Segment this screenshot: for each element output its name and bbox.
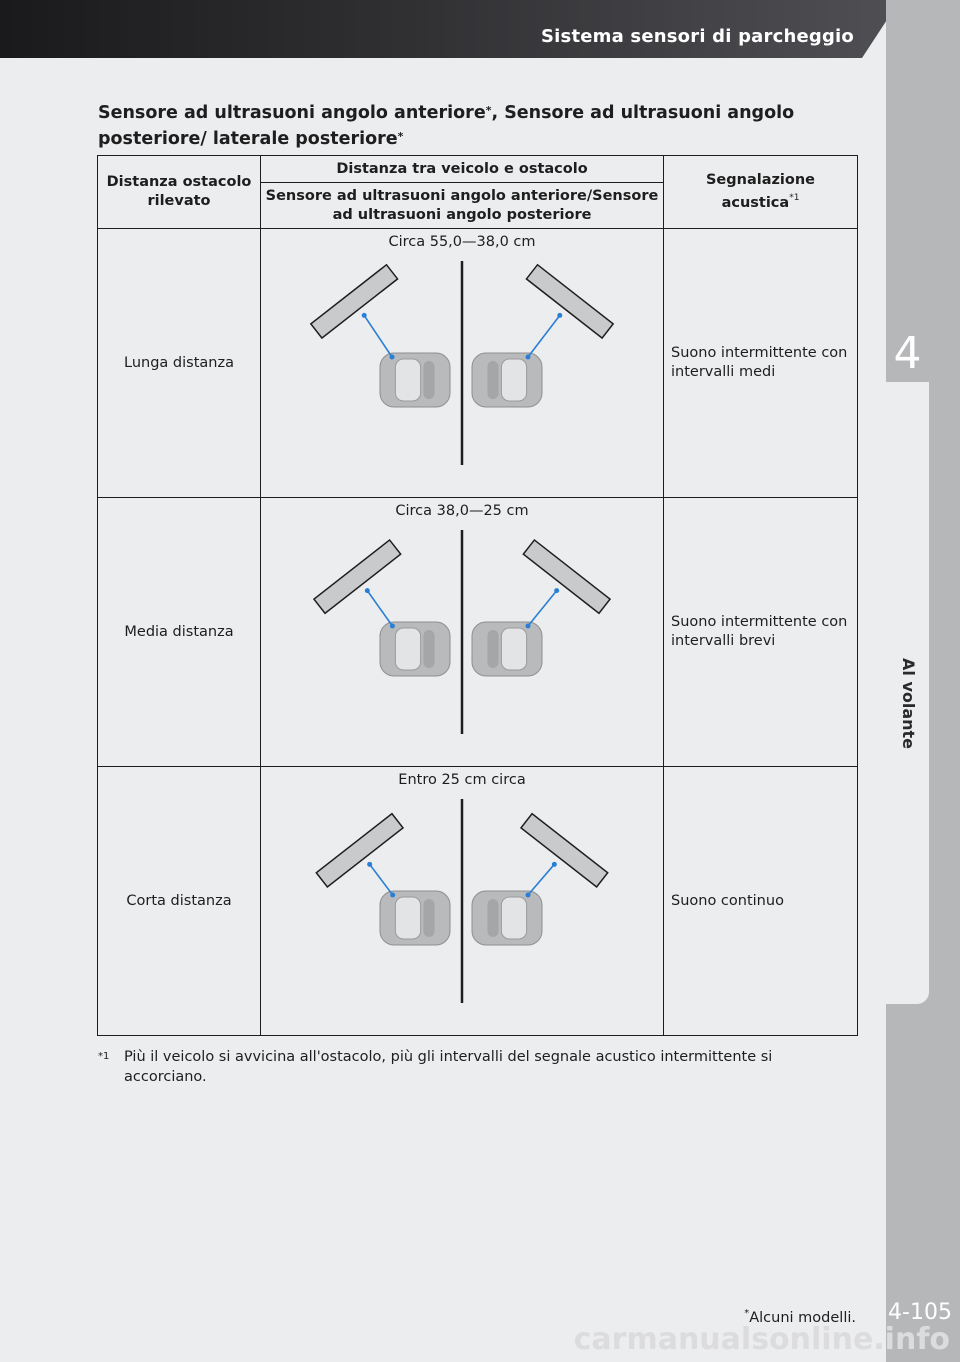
arrow-tip [390, 355, 395, 360]
arrow-tip [367, 862, 372, 867]
obstacle-bar [314, 540, 401, 613]
table-row-medium [98, 498, 858, 767]
footnote-text: Più il veicolo si avvicina all'ostacolo, più gli intervalli del segnale acustico intermittente si accorciano. [124, 1049, 773, 1085]
distance-arrow-right [528, 315, 560, 357]
car-windshield [423, 899, 434, 937]
arrow-tip [552, 862, 557, 867]
heading-mark-2: * [397, 130, 404, 143]
sound-label: Suono intermittente con intervalli medi [664, 229, 858, 498]
obstacle-left [311, 265, 398, 338]
car-roof [395, 897, 420, 939]
distance-arrow-right [528, 591, 557, 626]
obstacle-right [526, 265, 613, 338]
level-label: Lunga distanza [98, 229, 261, 498]
range-label: Circa 55,0—38,0 cm [388, 234, 536, 250]
parking-diagram [297, 795, 627, 1023]
arrow-tip [526, 355, 531, 360]
obstacle-bar [521, 814, 608, 887]
distance-arrow-left [370, 864, 393, 895]
heading-mark-1: * [485, 104, 492, 117]
car-windshield [487, 630, 498, 668]
obstacle-bar [316, 814, 403, 887]
heading-part-2: , Sensore ad ultrasuoni angolo posteriore/ laterale posteriore [98, 103, 795, 149]
diagram-cell [261, 229, 664, 498]
header-acoustic-signal: Segnalazione acustica$^{*1}$ [664, 156, 858, 229]
car-windshield [487, 361, 498, 399]
obstacle-bar [526, 265, 613, 338]
obstacle-left [316, 814, 403, 887]
obstacle-bar [523, 540, 610, 613]
arrow-tip [554, 588, 559, 593]
table-row-short [98, 767, 858, 1036]
distance-arrow-right [528, 864, 554, 895]
range-label: Entro 25 cm circa [398, 772, 526, 788]
car-windshield [423, 630, 434, 668]
obstacle-left [314, 540, 401, 613]
footnote [98, 1047, 818, 1087]
car-roof [501, 628, 526, 670]
arrow-tip [526, 893, 531, 898]
diagram-cell [261, 498, 664, 767]
obstacle-bar [311, 265, 398, 338]
table-row-long [98, 229, 858, 498]
chapter-number: 4 [893, 328, 922, 379]
arrow-tip [557, 313, 562, 318]
page-number: 4-105 [888, 1300, 952, 1325]
some-models-note: *Alcuni modelli. [744, 1308, 856, 1326]
car-icon [380, 891, 450, 945]
sensor-distance-table [97, 155, 858, 1036]
arrow-tip [390, 893, 395, 898]
car-roof [395, 628, 420, 670]
diagram-cell [261, 767, 664, 1036]
arrow-tip [362, 313, 367, 318]
car-icon [472, 891, 542, 945]
header-vehicle-obstacle-distance: Distanza tra veicolo e ostacolo [261, 156, 664, 183]
header-title: Sistema sensori di parcheggio [541, 26, 854, 47]
level-label: Media distanza [98, 498, 261, 767]
section-heading [98, 100, 868, 152]
distance-arrow-left [364, 315, 392, 357]
obstacle-right [523, 540, 610, 613]
footnote-mark: *1 [98, 1051, 110, 1062]
sound-label: Suono continuo [664, 767, 858, 1036]
parking-diagram [297, 526, 627, 754]
header-detected-distance: Distanza ostacolo rilevato [98, 156, 261, 229]
car-roof [501, 897, 526, 939]
header-sensor-subheader: Sensore ad ultrasuoni angolo anteriore/Sensore ad ultrasuoni angolo posteriore [261, 183, 664, 229]
car-icon [472, 622, 542, 676]
distance-arrow-left [367, 591, 392, 626]
car-roof [395, 359, 420, 401]
arrow-tip [390, 624, 395, 629]
chapter-label: Al volante [899, 658, 918, 750]
car-windshield [487, 899, 498, 937]
range-label: Circa 38,0—25 cm [395, 503, 529, 519]
car-icon [380, 353, 450, 407]
obstacle-right [521, 814, 608, 887]
watermark: carmanualsonline.info [573, 1322, 950, 1357]
arrow-tip [365, 588, 370, 593]
car-roof [501, 359, 526, 401]
heading-part-1: Sensore ad ultrasuoni angolo anteriore [98, 103, 486, 123]
car-icon [472, 353, 542, 407]
sound-label: Suono intermittente con intervalli brevi [664, 498, 858, 767]
parking-diagram [297, 257, 627, 485]
car-icon [380, 622, 450, 676]
car-windshield [423, 361, 434, 399]
arrow-tip [526, 624, 531, 629]
level-label: Corta distanza [98, 767, 261, 1036]
